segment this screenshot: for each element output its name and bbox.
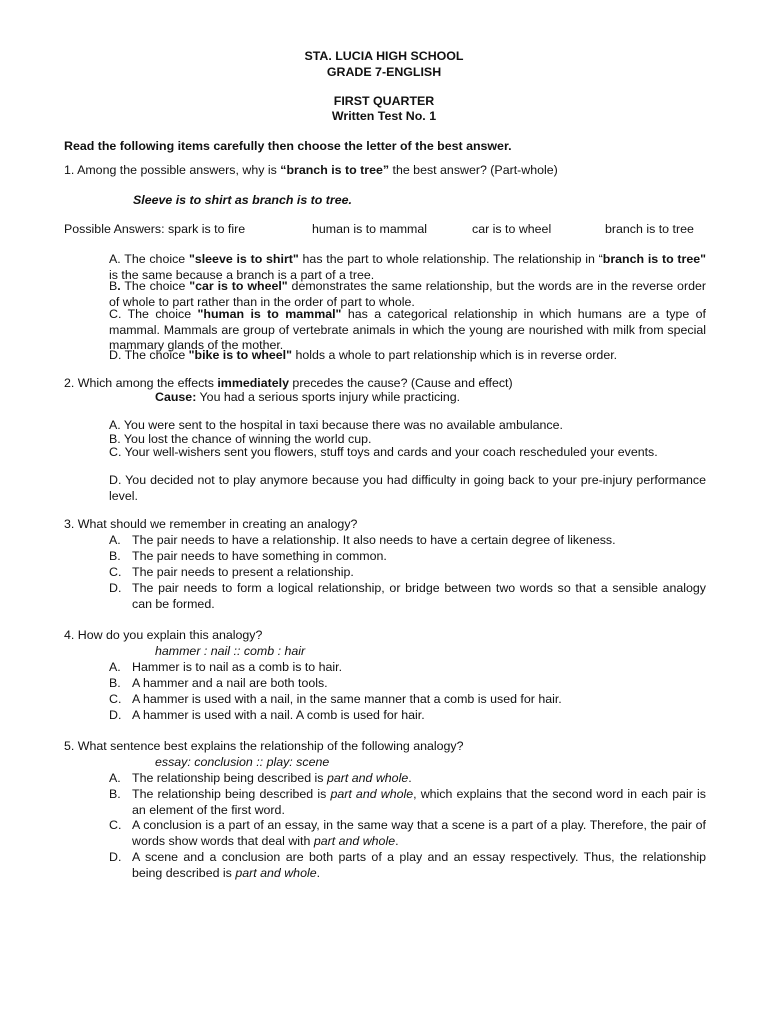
q1-possible-answers-label: Possible Answers: spark is to fire <box>64 222 246 236</box>
grade-subject: GRADE 7-ENGLISH <box>326 65 442 79</box>
q2-option-c: C. Your well-wishers sent you flowers, stuff toys and cards and your coach rescheduled your events. <box>109 445 658 459</box>
q2-option-b: B. You lost the chance of winning the world cup. <box>109 432 372 446</box>
quarter-title: FIRST QUARTER <box>333 94 435 108</box>
q1-option-a: A. The choice "sleeve is to shirt" has the part to whole relationship. The relationship in “branch is to tree" is the same because a branch is a part of a tree. <box>109 252 707 282</box>
q1-option-c: C. The choice "human is to mammal" has a categorical relationship in which humans are a type of mammal. Mammals are group of vertebrate animals in which the young are nourished with milk from special mammary glands of the mother. <box>109 307 706 353</box>
q1-possible-answer-3: car is to wheel <box>472 222 552 236</box>
q2-cause: Cause: You had a serious sports injury while practicing. <box>155 390 461 404</box>
q1-example: Sleeve is to shirt as branch is to tree. <box>133 193 352 207</box>
question-5: 5. What sentence best explains the relationship of the following analogy? <box>64 739 464 753</box>
question-4: 4. How do you explain this analogy? <box>64 628 263 642</box>
q1-option-b: B. The choice "car is to wheel" demonstrates the same relationship, but the words are in the reverse order of whole to part rather than in the order of part to whole. <box>109 279 706 309</box>
q1-option-d: D. The choice "bike is to wheel" holds a whole to part relationship which is in reverse order. <box>109 348 618 362</box>
test-title: Written Test No. 1 <box>331 109 437 123</box>
q2-option-d: D. You decided not to play anymore because you had difficulty in going back to your pre-injury performance level. <box>109 473 706 503</box>
q1-possible-answer-2: human is to mammal <box>312 222 427 236</box>
q5-analogy: essay: conclusion :: play: scene <box>155 755 330 769</box>
q2-option-a: A. You were sent to the hospital in taxi because there was no available ambulance. <box>109 418 563 432</box>
question-3: 3. What should we remember in creating an analogy? <box>64 517 358 531</box>
school-name: STA. LUCIA HIGH SCHOOL <box>304 49 464 63</box>
worksheet-page: STA. LUCIA HIGH SCHOOL GRADE 7-ENGLISH FIRST QUARTER Written Test No. 1 Read the following items carefully then choose the letter of the best answer. 1. Among the possible answers, why is “branch is to tree” the best answer? (Part-whole) Sleeve is to shirt as branch is to tree. Possible Answers: spark is to fire human is to mammal car is to wheel branch is to tree A. The choice "sleeve is to shirt" has the part to whole relationship. The relationship in “branch is to tree" is the same because a branch is a part of a tree. B. The choice "car is to wheel" demonstrates the same relationship, but the words are in the reverse order of whole to part rather than in the order of part to whole. C. The choice "human is to mammal" has a categorical relationship in which humans are a type of mammal. Mammals are group of vertebrate animals in which the young are nourished with milk from special mammary glands of the mother. D. The choice "bike is to wheel" holds a whole to part relationship which is in reverse order. 2. Which among the effects immediately precedes the cause? (Cause and effect) Cause: You had a serious sports injury while practicing. A. You were sent to the hospital in taxi because there was no available ambulance. B. You lost the chance of winning the world cup. C. Your well-wishers sent you flowers, stuff toys and cards and your coach rescheduled your events. D. You decided not to play anymore because you had difficulty in going back to your pre-injury performance level. 3. What should we remember in creating an analogy? A. The pair needs to have a relationship. It also needs to have a certain degree of likeness. B. The pair needs to have something in common. C. The pair needs to present a relationship. D. The pair needs to form a logical relationship, or bridge between two words so that a sensible analogy can be formed. 4. How do you explain this analogy? hammer : nail :: comb : hair A. Hammer is to nail as a comb is to hair. B. A hammer and a nail are both tools. C. A hammer is used with a nail, in the same manner that a comb is used for hair. D. A hammer is used with a nail. A comb is used for hair. 5. What sentence best explains the relationship of the following analogy? essay: conclusion :: play: scene A. The relationship being described is part and whole. B. The relationship being described is part and whole, which explains that the second word in each pair is an element of the first word. C. A conclusion is a part of an essay, in the same way that a scene is a part of a play. Therefore, the pair of words show words that deal with part and whole. D. A scene and a conclusion are both parts of a play and an essay respectively. Thus, the relationship being described is part and whole. <box>0 0 768 1024</box>
q1-possible-answer-4: branch is to tree <box>605 222 694 236</box>
q4-analogy: hammer : nail :: comb : hair <box>155 644 306 658</box>
instructions: Read the following items carefully then choose the letter of the best answer. <box>64 139 512 153</box>
question-2: 2. Which among the effects immediately precedes the cause? (Cause and effect) <box>64 376 513 390</box>
question-1: 1. Among the possible answers, why is “branch is to tree” the best answer? (Part-whole) <box>64 163 558 177</box>
